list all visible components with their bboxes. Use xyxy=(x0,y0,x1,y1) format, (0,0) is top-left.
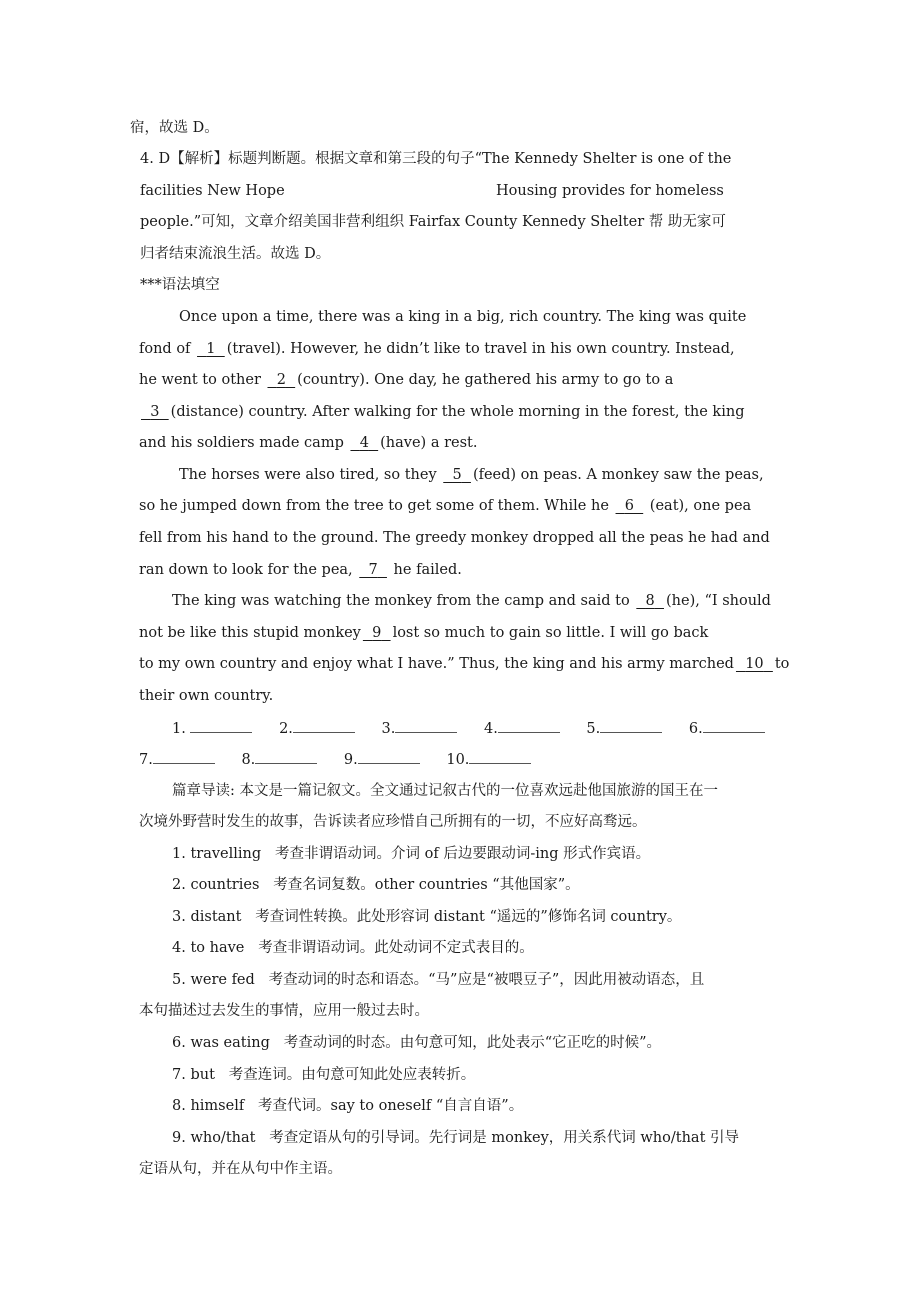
blank-5[interactable]: 5 xyxy=(452,467,462,483)
answer-word: was eating xyxy=(190,1035,270,1051)
passage-line: not be like this stupid monkey 9 lost so much to gain so little. I will go back xyxy=(139,625,709,641)
passage-line: 3 (distance) country. After walking for the whole morning in the forest, the king xyxy=(139,402,744,422)
passage-line: to my own country and enjoy what I have.” Thus, the king and his army marched 10 to xyxy=(139,656,790,672)
passage-line: so he jumped down from the tree to get some of them. While he 6 (eat), one pea xyxy=(139,498,752,514)
prev-answer-tail: 宿，故选 D。 xyxy=(130,120,219,136)
answer-explanation-4: 4. to have 考查非谓语动词。此处动词不定式表目的。 xyxy=(172,940,534,956)
answer-field-8[interactable] xyxy=(255,749,317,764)
answer-word: distant xyxy=(190,909,242,925)
section-title: ***语法填空 xyxy=(140,277,220,293)
q4-explain-line4: 归者结束流浪生活。故选 D。 xyxy=(140,246,331,262)
answer-word: travelling xyxy=(190,846,262,862)
q4-explain-line2a: facilities New Hope xyxy=(140,183,285,199)
answer-field-7[interactable] xyxy=(153,749,215,764)
answer-explanation-9: 9. who/that 考查定语从句的引导词。先行词是 monkey，用关系代词 who/that 引导 xyxy=(172,1130,740,1146)
answer-field-6[interactable] xyxy=(703,718,765,733)
blank-3[interactable]: 3 xyxy=(150,404,160,420)
answer-explanation-3: 3. distant 考查词性转换。此处形容词 distant “遥远的”修饰名词 country。 xyxy=(172,909,682,925)
answer-word: countries xyxy=(190,877,260,893)
answer-word: who/that xyxy=(190,1130,256,1146)
answer-explanation-9-cont: 定语从句，并在从句中作主语。 xyxy=(139,1161,342,1177)
passage-line: Once upon a time, there was a king in a big, rich country. The king was quite xyxy=(179,309,747,325)
blank-4[interactable]: 4 xyxy=(359,435,369,451)
answer-explanation-1: 1. travelling 考查非谓语动词。介词 of 后边要跟动词-ing 形式作宾语。 xyxy=(172,846,651,862)
passage-line: The king was watching the monkey from the camp and said to 8 (he), “I should xyxy=(172,593,771,609)
blank-9[interactable]: 9 xyxy=(372,625,382,641)
answer-word: to have xyxy=(190,940,245,956)
blank-1[interactable]: 1 xyxy=(206,341,216,357)
answer-field-4[interactable] xyxy=(498,718,560,733)
blank-10[interactable]: 10 xyxy=(745,656,764,672)
blank-7[interactable]: 7 xyxy=(368,562,378,578)
answer-sheet-row-1: 1. 2. 3. 4. 5. 6. xyxy=(172,718,765,739)
answer-explanation-5: 5. were fed 考查动词的时态和语态。“马”应是“被喂豆子”，因此用被动语态，且 xyxy=(172,972,705,988)
passage-line: fond of 1 (travel). However, he didn’t like to travel in his own country. Instead, xyxy=(139,341,735,357)
answer-field-2[interactable] xyxy=(293,718,355,733)
guide-line-2: 次境外野营时发生的故事，告诉读者应珍惜自己所拥有的一切，不应好高骛远。 xyxy=(139,814,647,830)
answer-field-10[interactable] xyxy=(469,749,531,764)
q4-explain-line3: people.”可知，文章介绍美国非营利组织 Fairfax County Kennedy Shelter 帮 助无家可 xyxy=(140,214,726,230)
answer-field-1[interactable] xyxy=(190,718,252,733)
answer-field-3[interactable] xyxy=(395,718,457,733)
passage-line: fell from his hand to the ground. The greedy monkey dropped all the peas he had and xyxy=(139,530,770,546)
blank-2[interactable]: 2 xyxy=(276,372,286,388)
answer-word: himself xyxy=(190,1098,245,1114)
answer-word: but xyxy=(190,1067,215,1083)
passage-line: and his soldiers made camp 4 (have) a rest. xyxy=(139,435,478,451)
passage-line: ran down to look for the pea, 7 he failed. xyxy=(139,562,462,578)
answer-explanation-8: 8. himself 考查代词。say to oneself “自言自语”。 xyxy=(172,1098,524,1114)
passage-line: he went to other 2 (country). One day, he gathered his army to go to a xyxy=(139,372,674,388)
answer-explanation-7: 7. but 考查连词。由句意可知此处应表转折。 xyxy=(172,1067,476,1083)
blank-6[interactable]: 6 xyxy=(624,498,634,514)
q4-explain-line1: 4. D【解析】标题判断题。根据文章和第三段的句子“The Kennedy Shelter is one of the xyxy=(140,151,732,167)
blank-8[interactable]: 8 xyxy=(645,593,655,609)
passage-line: their own country. xyxy=(139,688,274,704)
passage-line: The horses were also tired, so they 5 (feed) on peas. A monkey saw the peas, xyxy=(179,467,764,483)
answer-sheet-row-2: 7. 8. 9. 10. xyxy=(139,749,531,770)
answer-word: were fed xyxy=(190,972,255,988)
answer-field-9[interactable] xyxy=(358,749,420,764)
q4-explain-line2b: Housing provides for homeless xyxy=(496,183,724,199)
answer-explanation-5-cont: 本句描述过去发生的事情，应用一般过去时。 xyxy=(139,1003,429,1019)
guide-line-1: 篇章导读: 本文是一篇记叙文。全文通过记叙古代的一位喜欢远赴他国旅游的国王在一 xyxy=(172,783,718,799)
answer-explanation-2: 2. countries 考查名词复数。other countries “其他国家”。 xyxy=(172,877,580,893)
answer-explanation-6: 6. was eating 考查动词的时态。由句意可知，此处表示“它正吃的时候”。 xyxy=(172,1035,662,1051)
answer-field-5[interactable] xyxy=(600,718,662,733)
